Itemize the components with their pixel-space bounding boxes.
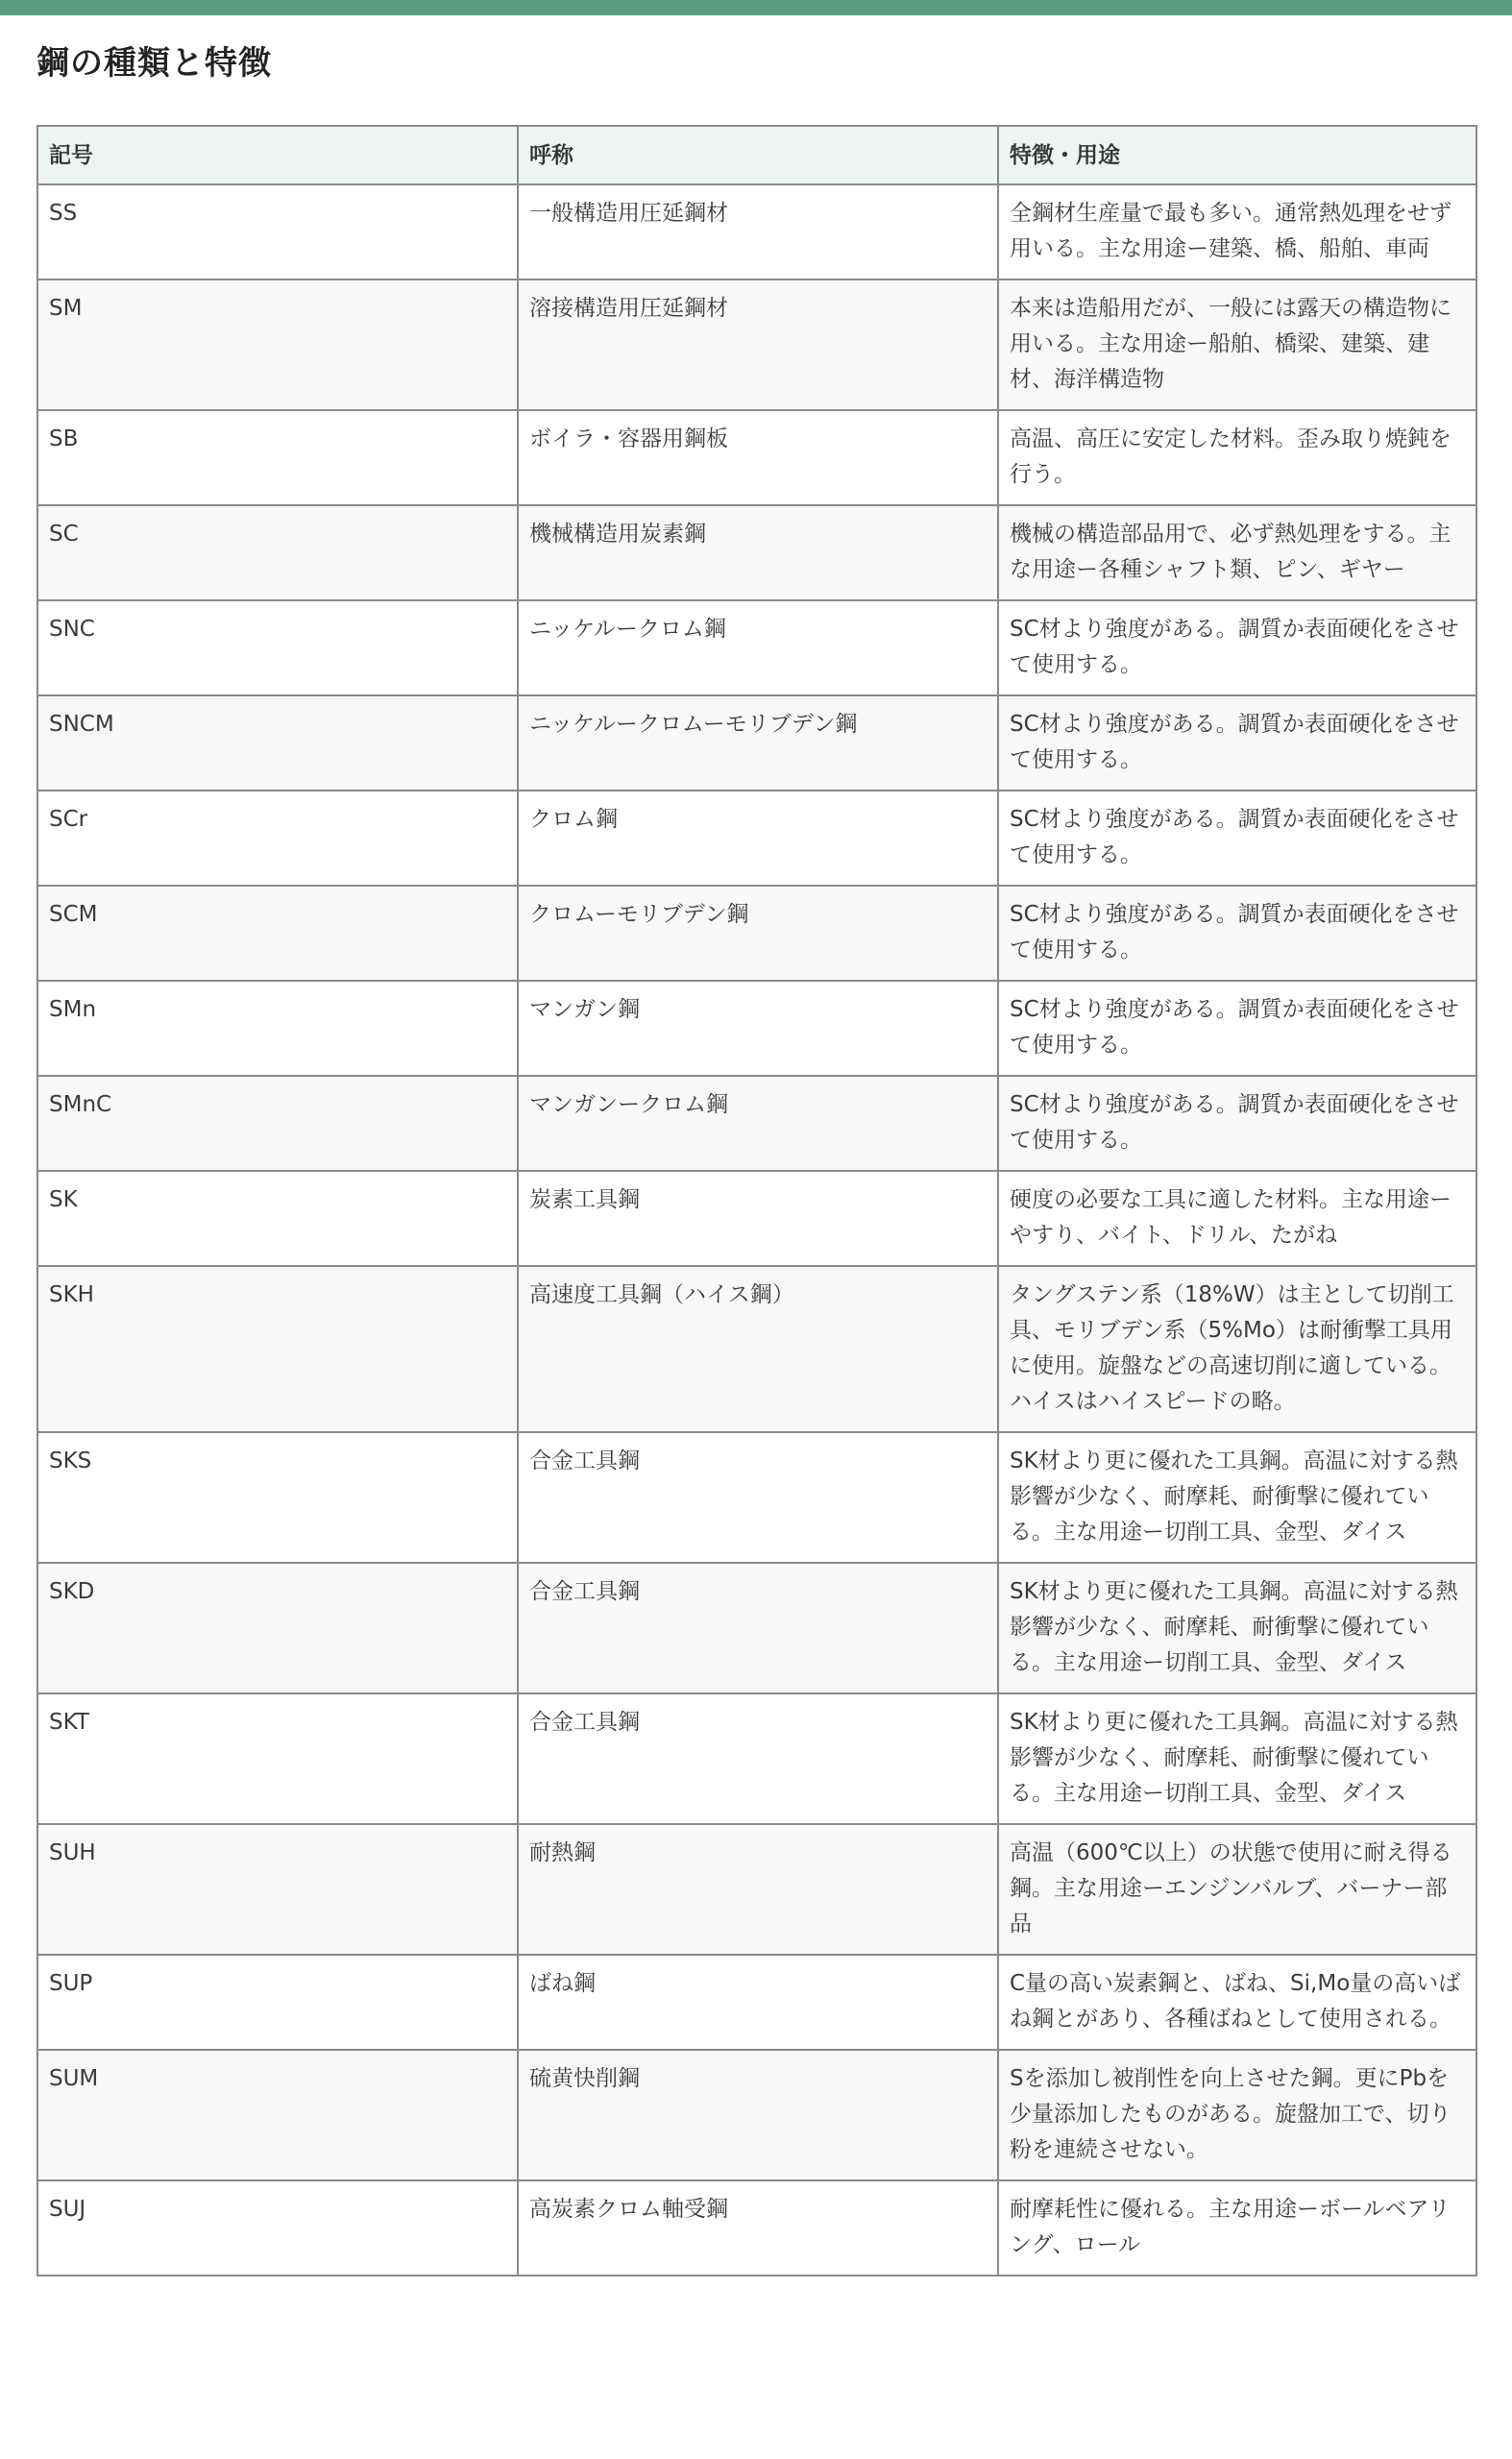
table-row xyxy=(37,886,1476,981)
table-row xyxy=(37,184,1476,280)
table-row xyxy=(37,1824,1476,1955)
table-row xyxy=(37,695,1476,791)
top-accent-bar xyxy=(0,0,1512,15)
cell-symbol: SMnC xyxy=(37,1076,518,1171)
cell-features: 全鋼材生産量で最も多い。通常熱処理をせず用いる。主な用途ー建築、橋、船舶、車両 xyxy=(998,184,1476,280)
cell-features: 硬度の必要な工具に適した材料。主な用途ーやすり、バイト、ドリル、たがね xyxy=(998,1171,1476,1266)
table-row xyxy=(37,410,1476,505)
cell-name: マンガン鋼 xyxy=(518,981,998,1076)
cell-features: タングステン系（18%W）は主として切削工具、モリブデン系（5%Mo）は耐衝撃工具用に使用。旋盤などの高速切削に適している。ハイスはハイスピードの略。 xyxy=(998,1266,1476,1432)
cell-symbol: SUJ xyxy=(37,2180,518,2276)
cell-symbol: SMn xyxy=(37,981,518,1076)
cell-symbol: SNC xyxy=(37,600,518,695)
cell-symbol: SKH xyxy=(37,1266,518,1432)
cell-features: SC材より強度がある。調質か表面硬化をさせて使用する。 xyxy=(998,695,1476,791)
cell-symbol: SKS xyxy=(37,1432,518,1563)
cell-symbol: SUP xyxy=(37,1955,518,2050)
cell-name: 高速度工具鋼（ハイス鋼） xyxy=(518,1266,998,1432)
table-row xyxy=(37,981,1476,1076)
table-row xyxy=(37,2050,1476,2180)
table-row xyxy=(37,1171,1476,1266)
cell-name: 合金工具鋼 xyxy=(518,1693,998,1824)
cell-symbol: SCr xyxy=(37,791,518,886)
cell-name: マンガンークロム鋼 xyxy=(518,1076,998,1171)
cell-name: 一般構造用圧延鋼材 xyxy=(518,184,998,280)
cell-features: 高温、高圧に安定した材料。歪み取り焼鈍を行う。 xyxy=(998,410,1476,505)
table-row xyxy=(37,1693,1476,1824)
cell-features: 高温（600℃以上）の状態で使用に耐え得る鋼。主な用途ーエンジンバルブ、バーナー部品 xyxy=(998,1824,1476,1955)
table-header xyxy=(37,126,1476,184)
cell-name: 合金工具鋼 xyxy=(518,1432,998,1563)
cell-name: 溶接構造用圧延鋼材 xyxy=(518,280,998,410)
cell-symbol: SUH xyxy=(37,1824,518,1955)
table-row xyxy=(37,1563,1476,1693)
cell-features: SC材より強度がある。調質か表面硬化をさせて使用する。 xyxy=(998,981,1476,1076)
page-title: 鋼の種類と特徴 xyxy=(37,44,272,83)
cell-symbol: SS xyxy=(37,184,518,280)
cell-name: 炭素工具鋼 xyxy=(518,1171,998,1266)
table-row xyxy=(37,791,1476,886)
table-body xyxy=(37,184,1476,2276)
cell-symbol: SKD xyxy=(37,1563,518,1693)
column-header-symbol: 記号 xyxy=(37,126,518,184)
cell-features: SK材より更に優れた工具鋼。高温に対する熱影響が少なく、耐摩耗、耐衝撃に優れている。主な用途ー切削工具、金型、ダイス xyxy=(998,1563,1476,1693)
table-row xyxy=(37,1955,1476,2050)
table-row xyxy=(37,280,1476,410)
cell-name: ニッケルークロムーモリブデン鋼 xyxy=(518,695,998,791)
column-header-features: 特徴・用途 xyxy=(998,126,1476,184)
cell-name: クロム鋼 xyxy=(518,791,998,886)
cell-features: SK材より更に優れた工具鋼。高温に対する熱影響が少なく、耐摩耗、耐衝撃に優れている。主な用途ー切削工具、金型、ダイス xyxy=(998,1432,1476,1563)
cell-symbol: SNCM xyxy=(37,695,518,791)
table-row xyxy=(37,1076,1476,1171)
cell-features: C量の高い炭素鋼と、ばね、Si,Mo量の高いばね鋼とがあり、各種ばねとして使用される。 xyxy=(998,1955,1476,2050)
cell-symbol: SCM xyxy=(37,886,518,981)
cell-symbol: SKT xyxy=(37,1693,518,1824)
cell-features: SC材より強度がある。調質か表面硬化をさせて使用する。 xyxy=(998,600,1476,695)
cell-name: ボイラ・容器用鋼板 xyxy=(518,410,998,505)
cell-name: 合金工具鋼 xyxy=(518,1563,998,1693)
cell-symbol: SUM xyxy=(37,2050,518,2180)
table-row xyxy=(37,1266,1476,1432)
cell-symbol: SK xyxy=(37,1171,518,1266)
cell-features: SC材より強度がある。調質か表面硬化をさせて使用する。 xyxy=(998,791,1476,886)
cell-symbol: SB xyxy=(37,410,518,505)
cell-features: Sを添加し被削性を向上させた鋼。更にPbを少量添加したものがある。旋盤加工で、切り粉を連続させない。 xyxy=(998,2050,1476,2180)
table-row xyxy=(37,505,1476,600)
cell-name: ばね鋼 xyxy=(518,1955,998,2050)
cell-name: 機械構造用炭素鋼 xyxy=(518,505,998,600)
cell-symbol: SM xyxy=(37,280,518,410)
cell-name: クロムーモリブデン鋼 xyxy=(518,886,998,981)
cell-features: SK材より更に優れた工具鋼。高温に対する熱影響が少なく、耐摩耗、耐衝撃に優れている。主な用途ー切削工具、金型、ダイス xyxy=(998,1693,1476,1824)
table-header-row xyxy=(37,126,1476,184)
table-row xyxy=(37,2180,1476,2276)
table-row xyxy=(37,1432,1476,1563)
cell-symbol: SC xyxy=(37,505,518,600)
cell-features: 機械の構造部品用で、必ず熱処理をする。主な用途ー各種シャフト類、ピン、ギヤー xyxy=(998,505,1476,600)
cell-name: ニッケルークロム鋼 xyxy=(518,600,998,695)
cell-features: SC材より強度がある。調質か表面硬化をさせて使用する。 xyxy=(998,1076,1476,1171)
table-row xyxy=(37,600,1476,695)
cell-name: 耐熱鋼 xyxy=(518,1824,998,1955)
cell-features: 耐摩耗性に優れる。主な用途ーボールベアリング、ロール xyxy=(998,2180,1476,2276)
column-header-name: 呼称 xyxy=(518,126,998,184)
steel-types-table xyxy=(37,125,1477,2276)
cell-name: 高炭素クロム軸受鋼 xyxy=(518,2180,998,2276)
cell-features: 本来は造船用だが、一般には露天の構造物に用いる。主な用途ー船舶、橋梁、建築、建材、海洋構造物 xyxy=(998,280,1476,410)
cell-features: SC材より強度がある。調質か表面硬化をさせて使用する。 xyxy=(998,886,1476,981)
cell-name: 硫黄快削鋼 xyxy=(518,2050,998,2180)
